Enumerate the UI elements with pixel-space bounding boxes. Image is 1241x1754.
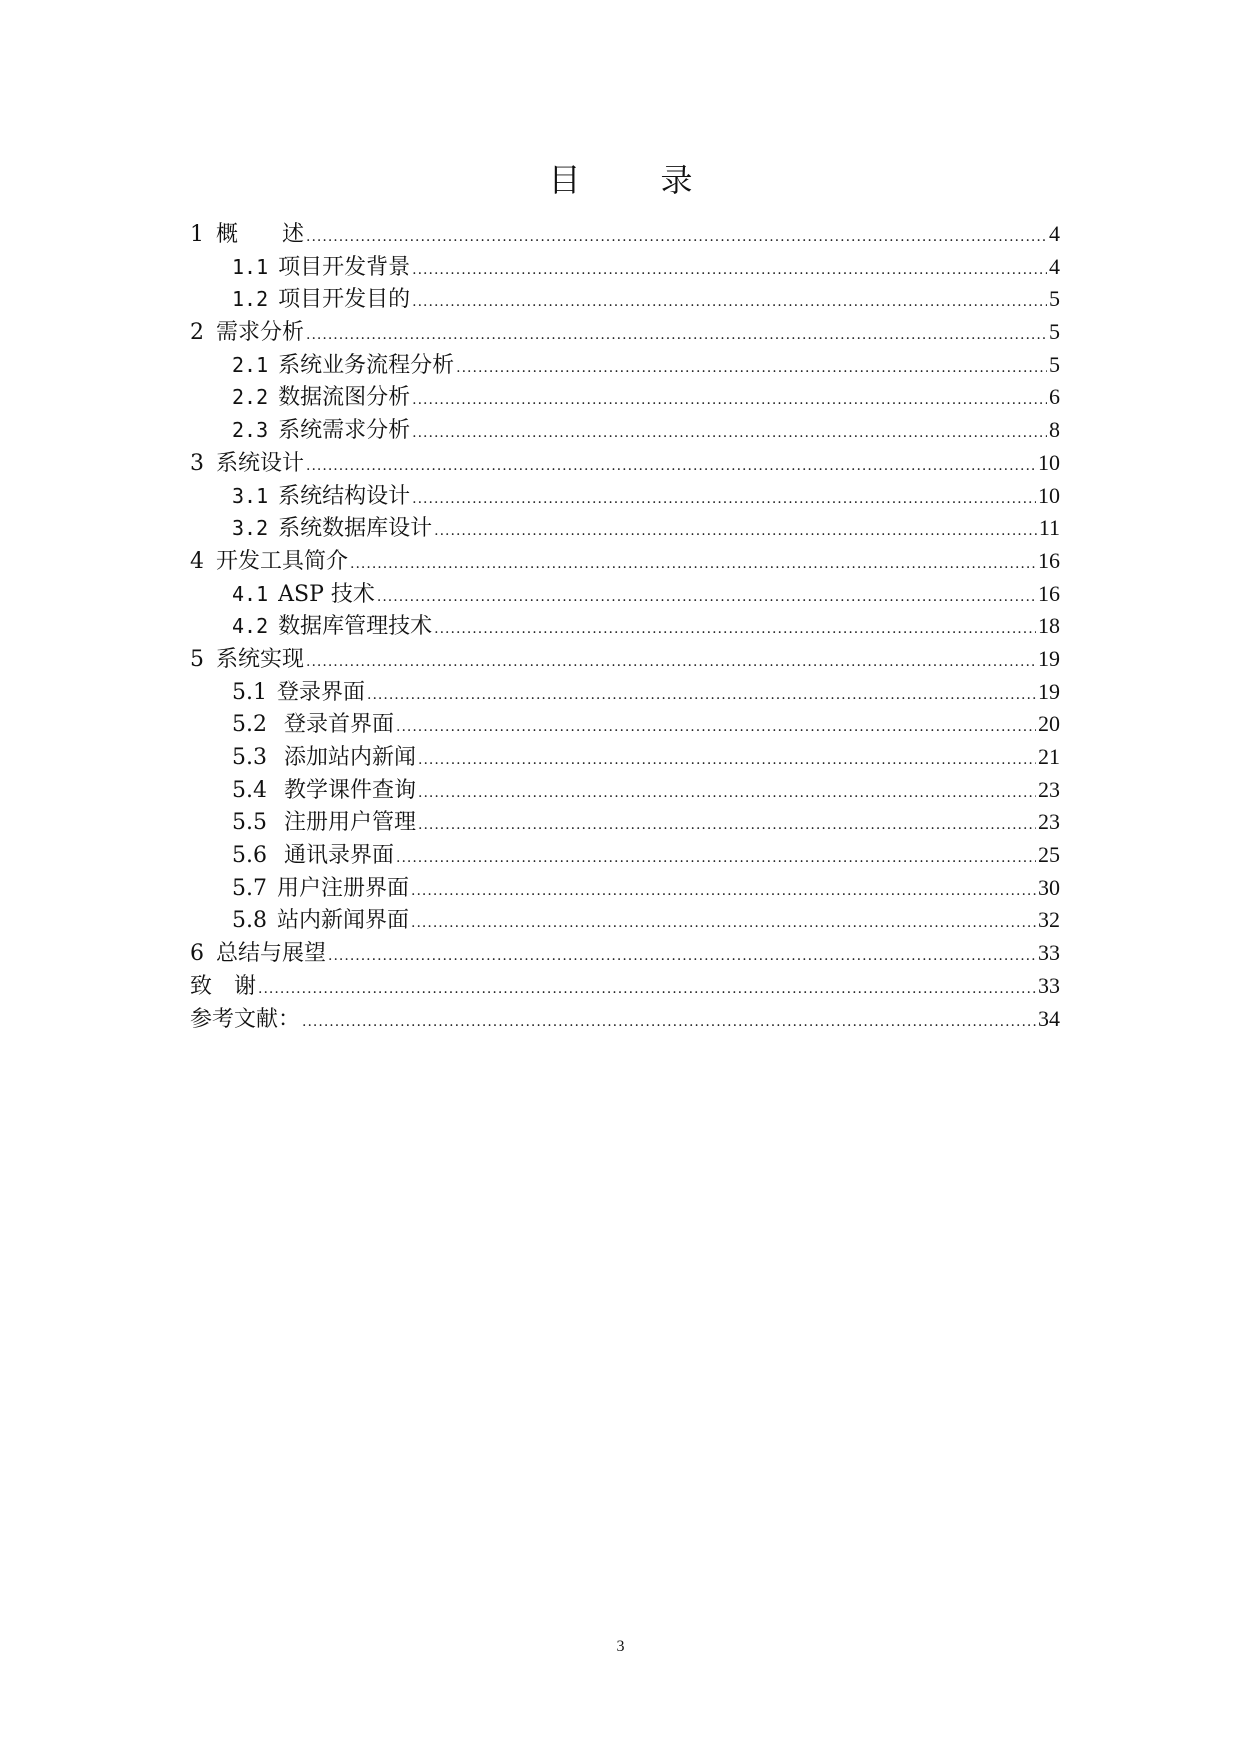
toc-entry-page: 6	[1049, 384, 1060, 410]
toc-entry-number: 4.2	[232, 614, 269, 639]
toc-entry-number: 3.2	[232, 516, 269, 541]
toc-entry-text: 添加站内新闻	[277, 745, 416, 770]
toc-dot-leader	[328, 940, 1036, 973]
toc-entry[interactable]	[190, 480, 1060, 513]
toc-entry-label	[232, 905, 409, 938]
toc-entry-number: 5.6	[232, 843, 267, 869]
toc-entry-text: 系统实现	[216, 646, 305, 672]
toc-entry[interactable]	[190, 839, 1060, 872]
toc-dot-leader	[377, 581, 1036, 614]
toc-dot-leader	[412, 417, 1047, 450]
toc-entry-number: 5.8	[232, 908, 267, 934]
toc-entry-label	[190, 938, 326, 971]
toc-entry-page: 30	[1038, 874, 1060, 900]
toc-entry-page: 18	[1038, 613, 1060, 639]
toc-entry-label	[232, 381, 410, 415]
toc-entry-number: 3.1	[232, 483, 269, 508]
toc-entry-number: 5.3	[232, 745, 267, 770]
toc-entry-label	[232, 578, 375, 612]
toc-entry-number: 4	[190, 548, 204, 574]
toc-entry-page: 4	[1049, 221, 1060, 246]
toc-entry-page: 5	[1049, 351, 1060, 377]
toc-entry-number: 2.1	[232, 352, 269, 377]
toc-entry-label	[190, 317, 304, 350]
toc-entry-page: 10	[1038, 482, 1060, 508]
toc-entry-page: 10	[1038, 449, 1060, 475]
toc-entry-label	[232, 512, 432, 546]
toc-dot-leader	[456, 352, 1047, 385]
toc-dot-leader	[418, 777, 1036, 810]
toc-entry-text: 项目开发背景	[278, 254, 411, 280]
toc-entry[interactable]	[190, 610, 1060, 643]
toc-entry-label	[190, 971, 256, 1004]
toc-entry-text: 站内新闻界面	[277, 908, 410, 934]
toc-entry[interactable]	[190, 218, 1060, 251]
toc-entry-number: 1	[190, 222, 204, 247]
toc-entry-number: 2.2	[232, 385, 269, 410]
toc-dot-leader	[412, 483, 1036, 516]
toc-entry-text: 数据库管理技术	[278, 614, 433, 640]
toc-dot-leader	[412, 286, 1047, 319]
toc-dot-leader	[306, 646, 1036, 679]
toc-entry-label	[190, 644, 304, 677]
toc-entry-label	[232, 840, 394, 873]
toc-entry[interactable]	[190, 251, 1060, 284]
toc-entry-page: 23	[1038, 776, 1060, 802]
toc-entry[interactable]	[190, 643, 1060, 676]
toc-entry-page: 33	[1038, 940, 1060, 966]
toc-dot-leader	[302, 1006, 1036, 1039]
toc-entry-number: 5	[190, 646, 204, 672]
toc-entry-page: 16	[1038, 547, 1060, 573]
toc-entry[interactable]	[190, 316, 1060, 349]
toc-entry-number: 5.1	[232, 679, 267, 705]
page-number: 3	[616, 1638, 625, 1655]
toc-entry[interactable]	[190, 676, 1060, 709]
toc-entry-text: 参考文献：	[190, 1006, 301, 1032]
toc-entry-page: 4	[1049, 253, 1060, 279]
toc-entry-page: 19	[1038, 678, 1060, 704]
toc-entry-number: 5.2	[232, 712, 267, 738]
toc-entry[interactable]	[190, 349, 1060, 382]
toc-entry-text: 登录界面	[277, 679, 366, 705]
toc-entry-label	[190, 546, 348, 579]
toc-entry-number: 5.5	[232, 810, 267, 836]
toc-entry-page: 33	[1038, 972, 1060, 998]
toc-entry[interactable]	[190, 1003, 1060, 1036]
toc-entry-text: 致 谢	[190, 973, 257, 999]
toc-entry-text: 需求分析	[216, 320, 305, 346]
toc-entry-page: 25	[1038, 842, 1060, 868]
toc-entry-text: 注册用户管理	[277, 810, 416, 836]
toc-entry[interactable]	[190, 774, 1060, 807]
toc-entry-text: 教学课件查询	[277, 777, 416, 803]
toc-dot-leader	[258, 973, 1036, 1006]
toc-entry[interactable]	[190, 741, 1060, 774]
toc-entry[interactable]	[190, 414, 1060, 447]
toc-entry-page: 21	[1038, 744, 1060, 769]
toc-entry-label	[232, 677, 365, 710]
toc-entry-label	[190, 219, 304, 252]
toc-dot-leader	[411, 907, 1036, 940]
toc-entry-number: 6	[190, 941, 204, 967]
toc-entry[interactable]	[190, 806, 1060, 839]
toc-entry-label	[190, 448, 304, 481]
toc-entry[interactable]	[190, 545, 1060, 578]
toc-entry-label	[232, 873, 409, 906]
toc-dot-leader	[418, 809, 1036, 842]
toc-entry-number: 5.7	[232, 875, 267, 901]
toc-entry[interactable]	[190, 872, 1060, 905]
toc-entry-label	[232, 807, 416, 840]
toc-entry-label	[232, 709, 394, 742]
toc-dot-leader	[396, 842, 1036, 875]
toc-entry[interactable]	[190, 512, 1060, 545]
toc-entry-page: 32	[1038, 907, 1060, 933]
toc-entry-text: 系统设计	[216, 450, 305, 476]
toc-entry-number: 1.2	[232, 287, 269, 312]
toc-entry-text: 项目开发目的	[278, 287, 411, 313]
toc-dot-leader	[412, 254, 1047, 287]
toc-entry-number: 5.4	[232, 777, 267, 803]
toc-entry-text: 通讯录界面	[277, 843, 394, 869]
toc-entry-label	[232, 349, 454, 383]
toc-entry[interactable]	[190, 708, 1060, 741]
toc-dot-leader	[434, 613, 1036, 646]
toc-entry-text: 数据流图分析	[278, 385, 411, 411]
toc-entry-label	[232, 283, 410, 317]
toc-entry-text: ASP 技术	[278, 581, 375, 607]
toc-entry-text: 系统结构设计	[278, 483, 411, 509]
toc-entry-text: 概 述	[216, 222, 305, 247]
toc-dot-leader	[306, 319, 1047, 352]
toc-entry-page: 16	[1038, 580, 1060, 606]
toc-dot-leader	[412, 384, 1047, 417]
toc-entry-page: 23	[1038, 809, 1060, 835]
toc-entry-number: 4.1	[232, 581, 269, 606]
toc-dot-leader	[367, 679, 1036, 712]
toc-entry[interactable]	[190, 904, 1060, 937]
toc-list	[190, 218, 1060, 1035]
toc-entry[interactable]	[190, 283, 1060, 316]
toc-entry-label	[232, 251, 410, 285]
toc-entry-text: 系统数据库设计	[278, 516, 433, 542]
toc-entry-label	[232, 414, 410, 448]
toc-entry-text: 登录首界面	[277, 712, 394, 738]
toc-dot-leader	[350, 548, 1036, 581]
toc-title: 目 录	[548, 161, 717, 199]
toc-entry-label	[232, 775, 416, 808]
toc-entry-page: 20	[1038, 711, 1060, 737]
toc-entry-number: 2.3	[232, 418, 269, 443]
toc-entry-page: 11	[1038, 515, 1060, 541]
toc-entry-text: 系统需求分析	[278, 418, 411, 444]
toc-dot-leader	[434, 515, 1037, 548]
toc-entry[interactable]	[190, 970, 1060, 1003]
toc-entry[interactable]	[190, 937, 1060, 970]
toc-entry-label	[232, 742, 416, 775]
toc-entry-text: 开发工具简介	[216, 548, 349, 574]
toc-entry-page: 34	[1038, 1005, 1060, 1031]
toc-entry-page: 5	[1049, 286, 1060, 312]
toc-entry-number: 2	[190, 320, 204, 346]
toc-entry-label	[232, 480, 410, 514]
toc-entry-number: 3	[190, 450, 204, 476]
toc-dot-leader	[306, 221, 1047, 254]
toc-entry-page: 8	[1049, 417, 1060, 443]
toc-entry-label	[232, 610, 432, 644]
toc-entry-label	[190, 1004, 300, 1037]
toc-entry-text: 总结与展望	[216, 941, 327, 967]
toc-entry-page: 19	[1038, 645, 1060, 671]
toc-entry[interactable]	[190, 447, 1060, 480]
toc-entry-number: 1.1	[232, 254, 269, 279]
toc-entry-text: 用户注册界面	[277, 875, 410, 901]
toc-dot-leader	[411, 875, 1036, 908]
toc-dot-leader	[306, 450, 1036, 483]
toc-dot-leader	[396, 711, 1036, 744]
toc-entry[interactable]	[190, 578, 1060, 611]
toc-entry-text: 系统业务流程分析	[278, 352, 455, 378]
toc-entry[interactable]	[190, 381, 1060, 414]
toc-entry-page: 5	[1049, 319, 1060, 345]
toc-dot-leader	[418, 744, 1036, 777]
